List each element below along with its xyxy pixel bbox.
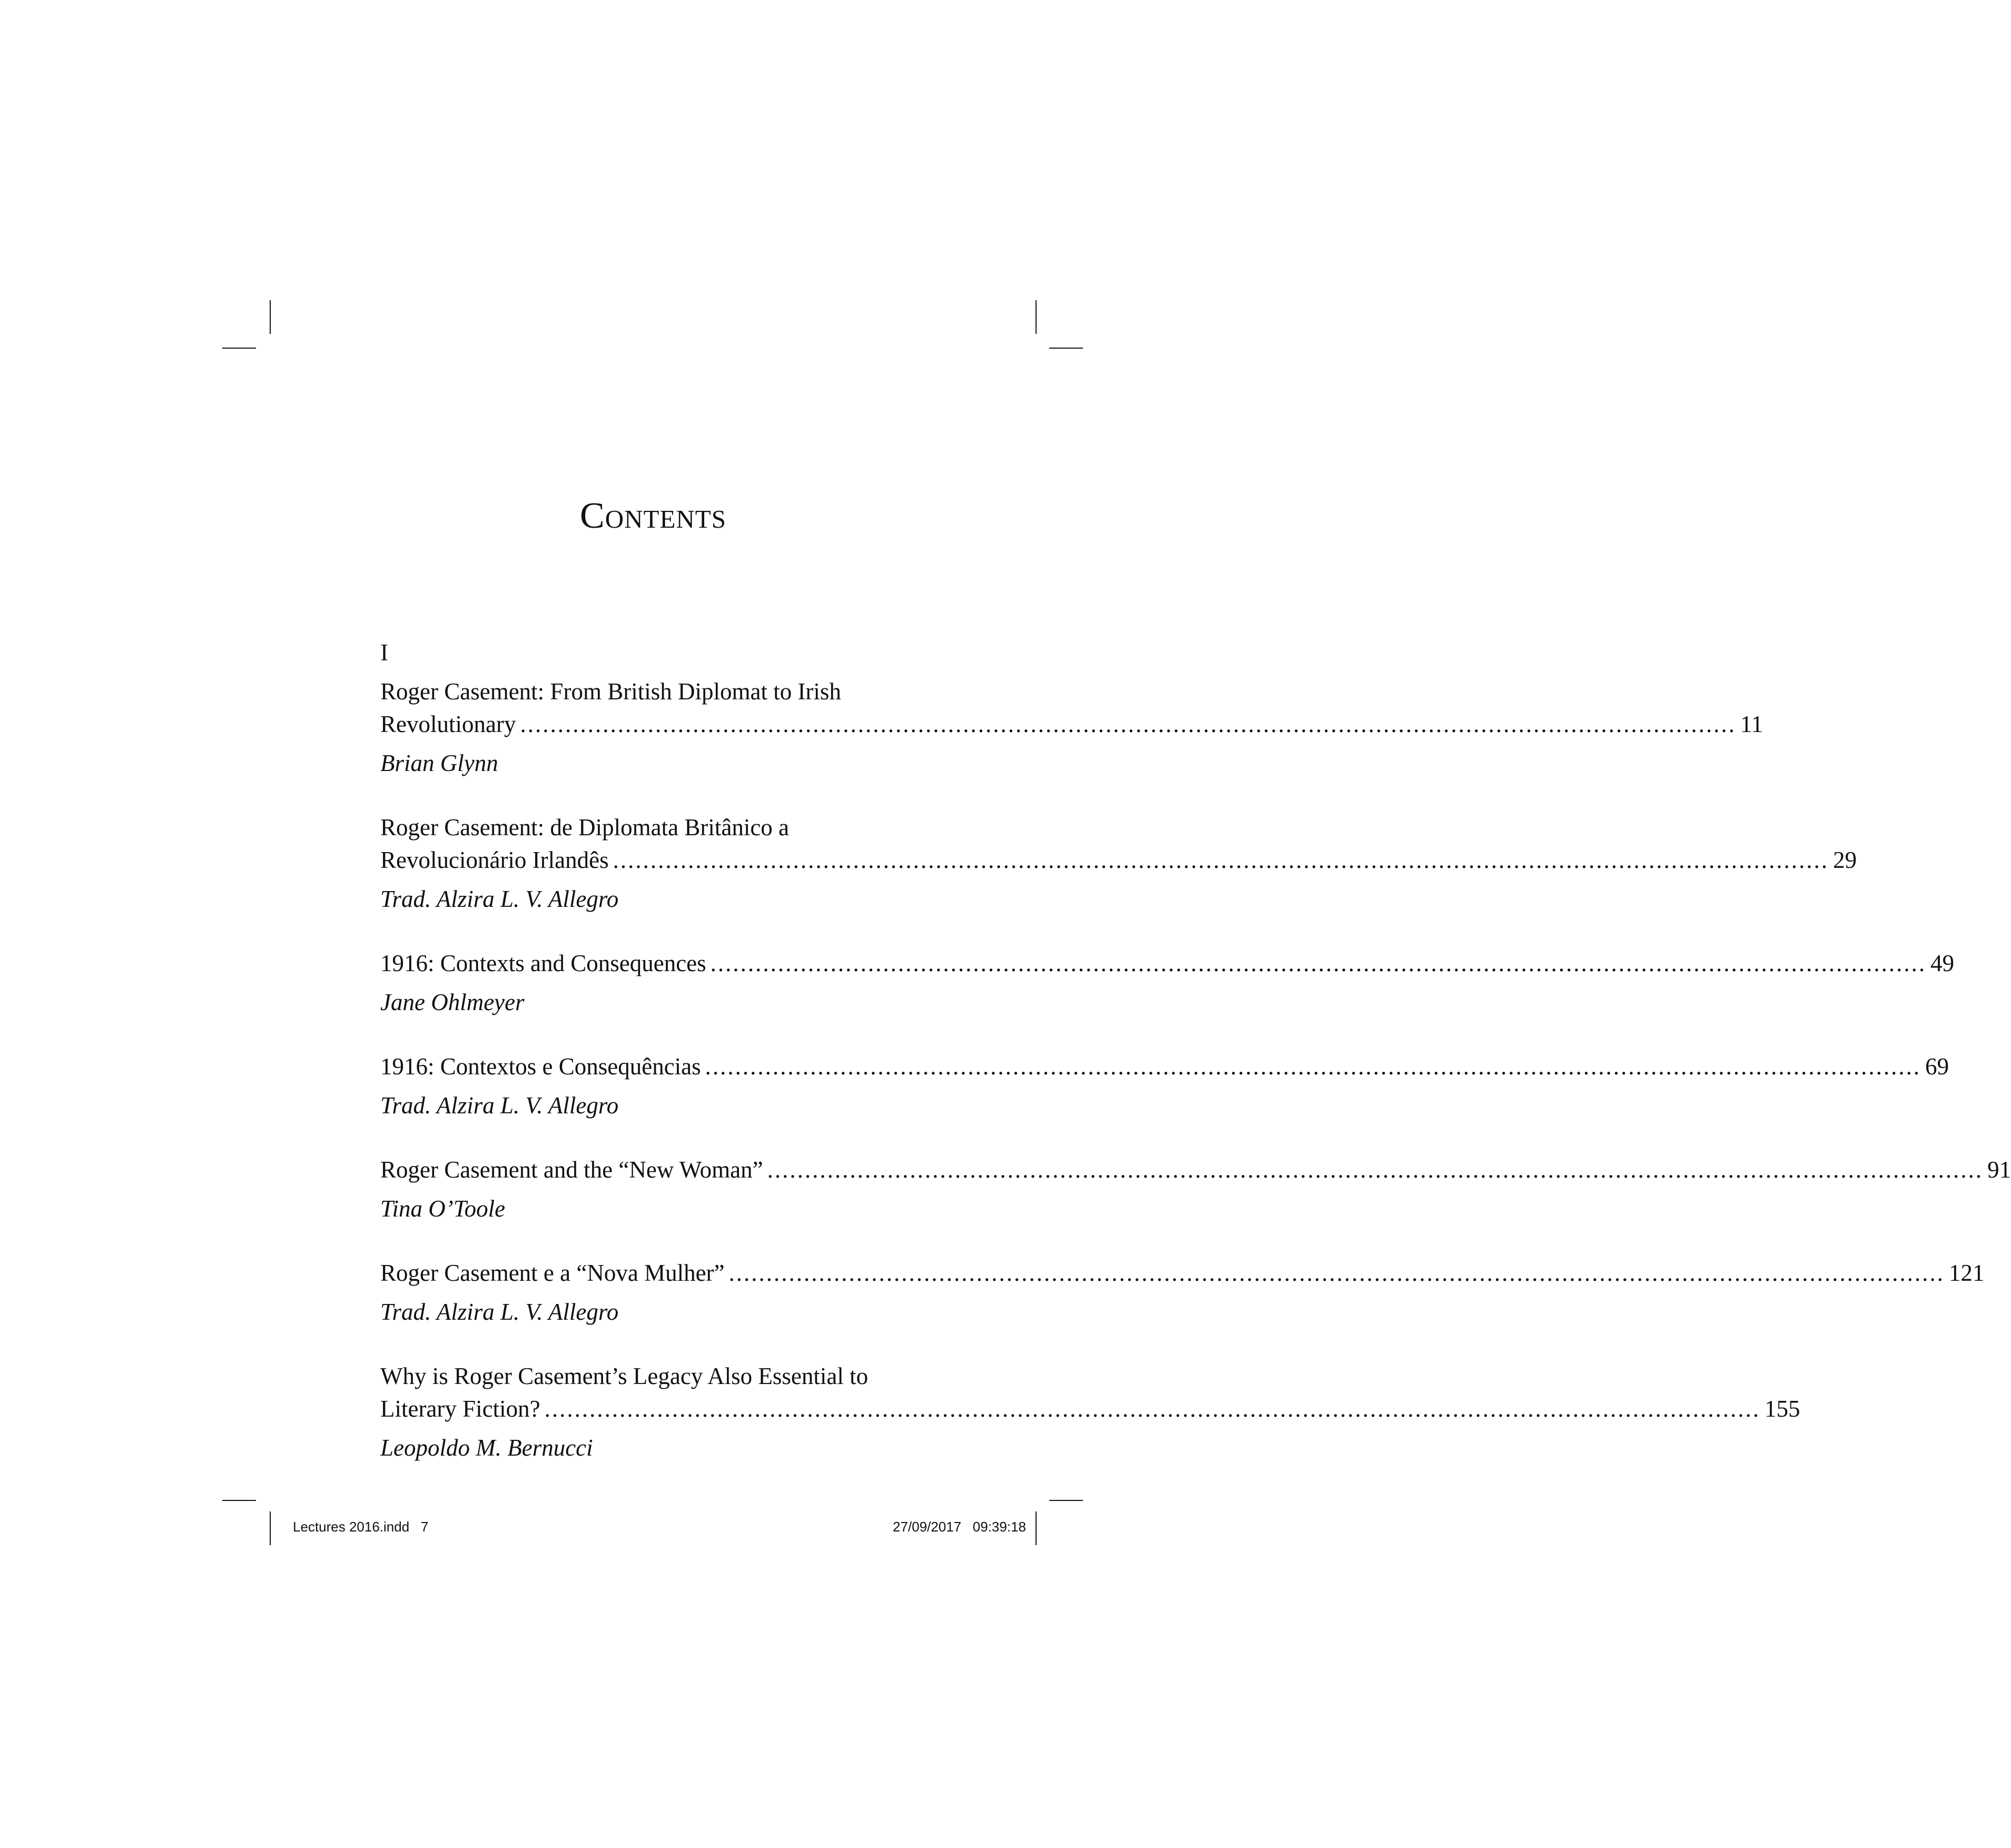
section-label: I: [380, 639, 388, 666]
entry-title-text: Roger Casement and the “New Woman”: [380, 1157, 763, 1183]
entry-title-text: Roger Casement e a “Nova Mulher”: [380, 1260, 725, 1286]
entry-author: Tina O’Toole: [380, 1195, 506, 1222]
entry-author: Trad. Alzira L. V. Allegro: [380, 1299, 619, 1325]
crop-mark-bottom-left-horizontal: [222, 1500, 256, 1501]
entry-title-line: Roger Casement: From British Diplomat to Irish: [380, 678, 841, 705]
toc-entry: [380, 811, 1857, 915]
entry-title-text: Revolutionary: [380, 711, 516, 737]
page-number: 29: [1833, 847, 1857, 873]
crop-mark-top-left-horizontal: [222, 348, 256, 349]
entry-title-final-line: [380, 1050, 1949, 1083]
entry-title-final-line: [380, 844, 1857, 876]
crop-mark-bottom-right-horizontal: [1049, 1500, 1083, 1501]
page-number: 155: [1764, 1396, 1800, 1422]
page-number: 11: [1740, 711, 1763, 737]
dot-leader: ..................................................................................................................................................................: [544, 1396, 1761, 1422]
page-number: 69: [1925, 1053, 1949, 1080]
dot-leader: ..................................................................................................................................................................: [710, 950, 1927, 976]
toc-entry: [380, 947, 1955, 1019]
entry-title-text: Revolucionário Irlandês: [380, 847, 609, 873]
entry-author: Brian Glynn: [380, 750, 498, 776]
entry-author: Jane Ohlmeyer: [380, 989, 525, 1015]
crop-mark-top-right-horizontal: [1049, 348, 1083, 349]
toc-entry: [380, 1153, 2011, 1225]
page-number: 121: [1949, 1260, 1985, 1286]
toc-entry: [380, 1257, 1985, 1328]
entry-title-line: Roger Casement: de Diplomata Britânico a: [380, 814, 790, 841]
entry-author: Trad. Alzira L. V. Allegro: [380, 1092, 619, 1119]
table-of-contents: [380, 636, 2011, 1496]
entry-title-text: 1916: Contextos e Consequências: [380, 1053, 701, 1080]
dot-leader: ..................................................................................................................................................................: [767, 1157, 1984, 1183]
toc-entry: [380, 1050, 1949, 1122]
crop-mark-top-left-vertical: [270, 300, 271, 334]
entry-title-final-line: [380, 1153, 2011, 1186]
entry-title-final-line: [380, 1392, 1800, 1425]
dot-leader: ..................................................................................................................................................................: [613, 847, 1829, 873]
entry-title-final-line: [380, 947, 1955, 980]
toc-entry: [380, 675, 1763, 779]
dot-leader: ..................................................................................................................................................................: [705, 1053, 1921, 1080]
entry-title-line: Why is Roger Casement’s Legacy Also Essential to: [380, 1363, 869, 1389]
footer-timestamp: 27/09/2017 09:39:18: [892, 1519, 1026, 1535]
entry-author: Leopoldo M. Bernucci: [380, 1435, 593, 1461]
entry-title-final-line: [380, 1257, 1985, 1289]
entry-title-text: Literary Fiction?: [380, 1396, 540, 1422]
toc-entries: [380, 675, 2011, 1464]
page-number: 91: [1987, 1157, 2011, 1183]
footer-file-slug: Lectures 2016.indd 7: [293, 1519, 429, 1535]
dot-leader: ..................................................................................................................................................................: [728, 1260, 1945, 1286]
toc-entry: [380, 1360, 1800, 1464]
entry-title-final-line: [380, 708, 1763, 740]
dot-leader: ..................................................................................................................................................................: [520, 711, 1736, 737]
entry-author: Trad. Alzira L. V. Allegro: [380, 886, 619, 912]
page-title: Contents: [580, 496, 726, 536]
entry-title-text: 1916: Contexts and Consequences: [380, 950, 706, 976]
page-number: 49: [1930, 950, 1955, 976]
crop-mark-bottom-right-vertical: [1036, 1511, 1037, 1545]
crop-mark-top-right-vertical: [1036, 300, 1037, 334]
crop-mark-bottom-left-vertical: [270, 1511, 271, 1545]
